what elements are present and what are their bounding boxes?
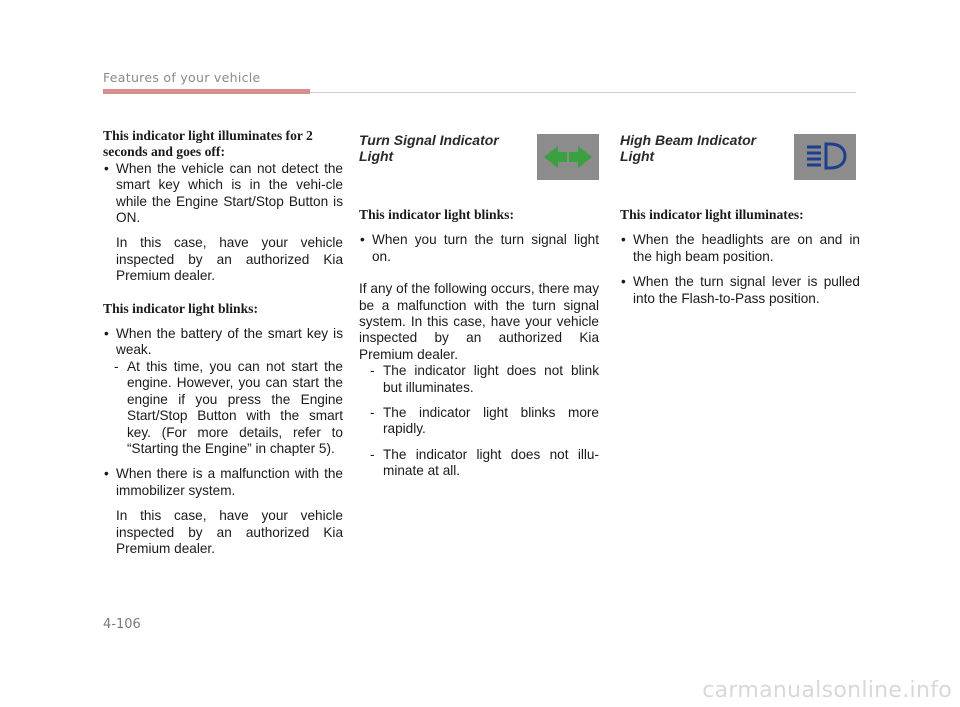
list-item-text: When the vehicle can not detect the smart key which is in the vehi-cle while the Engine Start/Stop Button is ON. — [116, 160, 343, 226]
dash-marker: - — [370, 405, 375, 421]
watermark: carmanualsonline.info — [702, 678, 952, 703]
column-smart-key — [103, 128, 343, 557]
header-accent-rule — [103, 89, 310, 94]
list-item — [359, 232, 599, 265]
sub-list-item-text: The indicator light does not blink but illuminates. — [383, 363, 599, 395]
heading-blinks: This indicator light blinks: — [103, 300, 258, 316]
sub-list-item-text: The indicator light does not illu-minate at all. — [383, 446, 599, 479]
dash-marker: - — [370, 363, 375, 379]
followup-text: In this case, have your vehicle inspected by an authorized Kia Premium dealer. — [116, 508, 343, 556]
dash-marker: - — [370, 446, 375, 462]
turn-signal-title: Turn Signal Indicator Light — [359, 132, 499, 164]
sub-list-item — [359, 447, 599, 480]
turn-signal-arrows-icon — [537, 134, 599, 180]
bullet-marker: • — [104, 326, 109, 342]
bullet-marker: • — [104, 160, 109, 176]
heading-illuminates: This indicator light illuminates: — [620, 207, 804, 222]
list-item-text: When the headlights are on and in the high beam position. — [633, 232, 860, 264]
sub-list-item — [103, 359, 343, 457]
heading-illuminates-2-seconds: This indicator light illuminates for 2 seconds and goes off: — [103, 128, 313, 160]
list-item — [103, 326, 343, 359]
column-high-beam — [620, 207, 860, 307]
list-item — [620, 274, 860, 307]
bullet-marker: • — [104, 466, 109, 482]
list-item-text: When there is a malfunction with the immobilizer system. — [116, 466, 343, 498]
bullet-marker: • — [621, 232, 626, 248]
bullet-marker: • — [621, 274, 626, 290]
sub-list-item — [359, 363, 599, 396]
sub-list-item-text: The indicator light blinks more rapidly. — [383, 405, 599, 437]
section-title: Features of your vehicle — [103, 70, 261, 85]
bullet-marker: • — [360, 232, 365, 248]
high-beam-title: High Beam Indicator Light — [620, 132, 757, 164]
list-item-text: When the battery of the smart key is weak. — [116, 326, 343, 358]
list-item-text: When the turn signal lever is pulled into the Flash-to-Pass position. — [633, 274, 860, 306]
turn-signal-icon-box — [537, 134, 599, 180]
list-item — [620, 232, 860, 265]
sub-list-item-text: At this time, you can not start the engine. However, you can start the engine if you press the Engine Start/Stop Button with the smart key. (For more details, refer to “Starting the Engine” in chapter 5). — [127, 358, 343, 456]
high-beam-icon-box — [794, 134, 856, 180]
followup-text: In this case, have your vehicle inspected by an authorized Kia Premium dealer. — [116, 235, 343, 284]
high-beam-icon — [794, 134, 856, 180]
list-item-text: When you turn the turn signal light on. — [372, 232, 599, 264]
list-item — [103, 161, 343, 227]
heading-blinks: This indicator light blinks: — [359, 207, 514, 222]
sub-list-item — [359, 405, 599, 438]
list-item — [103, 466, 343, 499]
dash-marker: - — [114, 358, 119, 374]
malfunction-paragraph: If any of the following occurs, there may be a malfunction with the turn signal system. In this case, have your vehicle inspected by an authorized Kia Premium dealer. — [359, 281, 599, 362]
column-turn-signal — [359, 207, 599, 480]
page-number: 4-106 — [103, 617, 141, 632]
